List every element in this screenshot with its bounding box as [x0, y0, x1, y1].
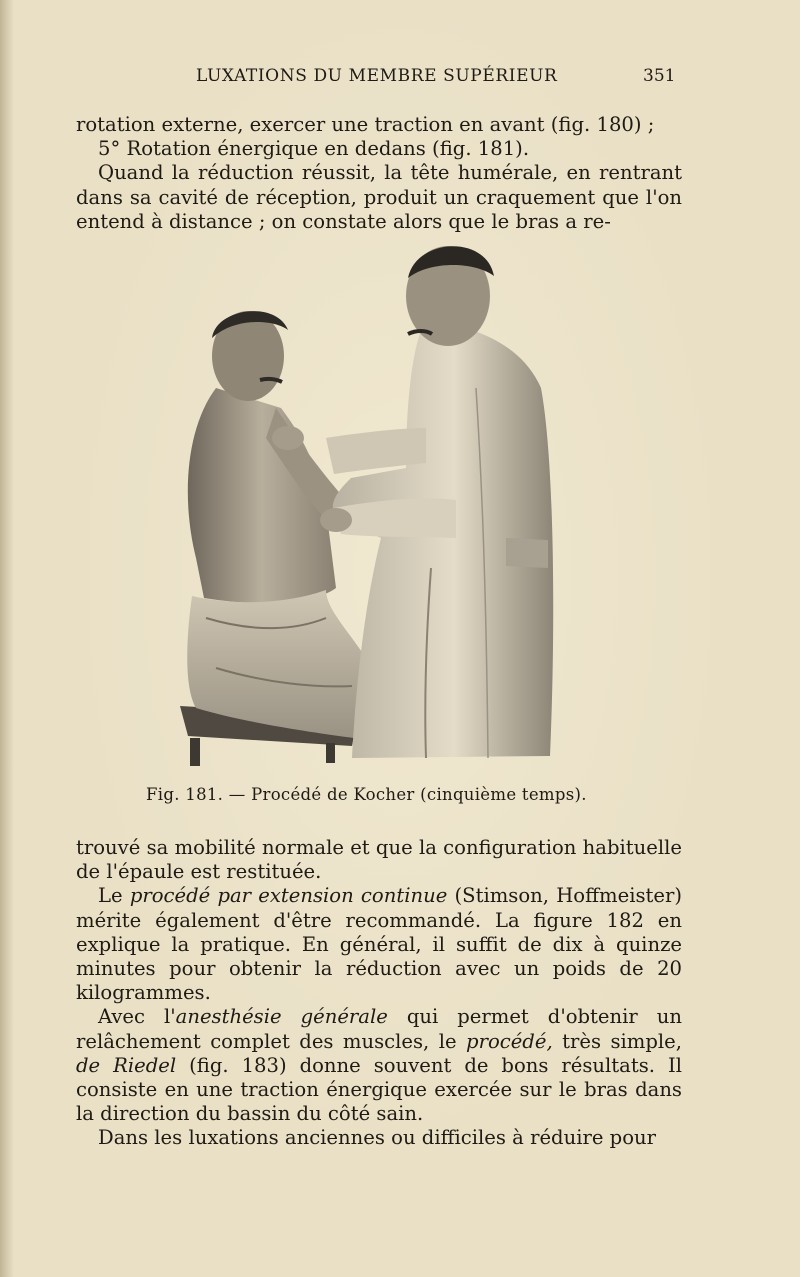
- paragraph: [76, 884, 682, 1005]
- italic-term: anesthésie générale: [175, 1005, 388, 1029]
- kocher-procedure-engraving: [176, 238, 561, 768]
- text-run: Le: [98, 884, 130, 908]
- paragraph: [76, 1005, 682, 1126]
- text-run: Avec l': [98, 1005, 176, 1029]
- text-run: qui permet d'obtenir un relâchement complet des muscles, le: [76, 1005, 683, 1053]
- paragraph: Dans les luxations anciennes ou difficiles à réduire pour: [98, 1126, 656, 1150]
- italic-term: de Riedel: [76, 1053, 177, 1077]
- doctor-coat: [333, 318, 554, 758]
- paragraph: rotation externe, exercer une traction en avant (fig. 180) ;: [76, 113, 655, 136]
- paragraph: Quand la réduction réussit, la tête humérale, en rentrant dans sa cavité de réception, produit un craquement que l'on entend à distance ; on constate alors que le bras a re-: [76, 161, 682, 233]
- bottom-text-block: [76, 836, 682, 1151]
- text-run: très simple,: [552, 1029, 682, 1053]
- figure-181-illustration: [176, 238, 561, 768]
- text-run: (Stimson, Hoffmeister) mérite également d'être recommandé. La figure 182 en explique la pratique. En général, il suffit de dix à quinze minutes pour obtenir la réduction avec un poids de 20 kilogrammes.: [76, 884, 682, 1005]
- paragraph: trouvé sa mobilité normale et que la configuration habituelle de l'épaule est restituée.: [76, 836, 682, 884]
- text-run: (fig. 183) donne souvent de bons résultats. Il consiste en une traction énergique exercée sur le bras dans la direction du bassin du côté sain.: [76, 1053, 682, 1126]
- page-header: [0, 66, 800, 94]
- running-title: LUXATIONS DU MEMBRE SUPÉRIEUR: [196, 66, 558, 86]
- page-number: 351: [643, 66, 676, 86]
- italic-term: procédé par extension continue: [129, 884, 448, 908]
- top-text-block: [76, 113, 682, 234]
- figure-caption: Fig. 181. — Procédé de Kocher (cinquième temps).: [146, 785, 587, 804]
- paragraph: 5° Rotation énergique en dedans (fig. 181).: [98, 137, 530, 161]
- italic-term: procédé,: [466, 1029, 553, 1053]
